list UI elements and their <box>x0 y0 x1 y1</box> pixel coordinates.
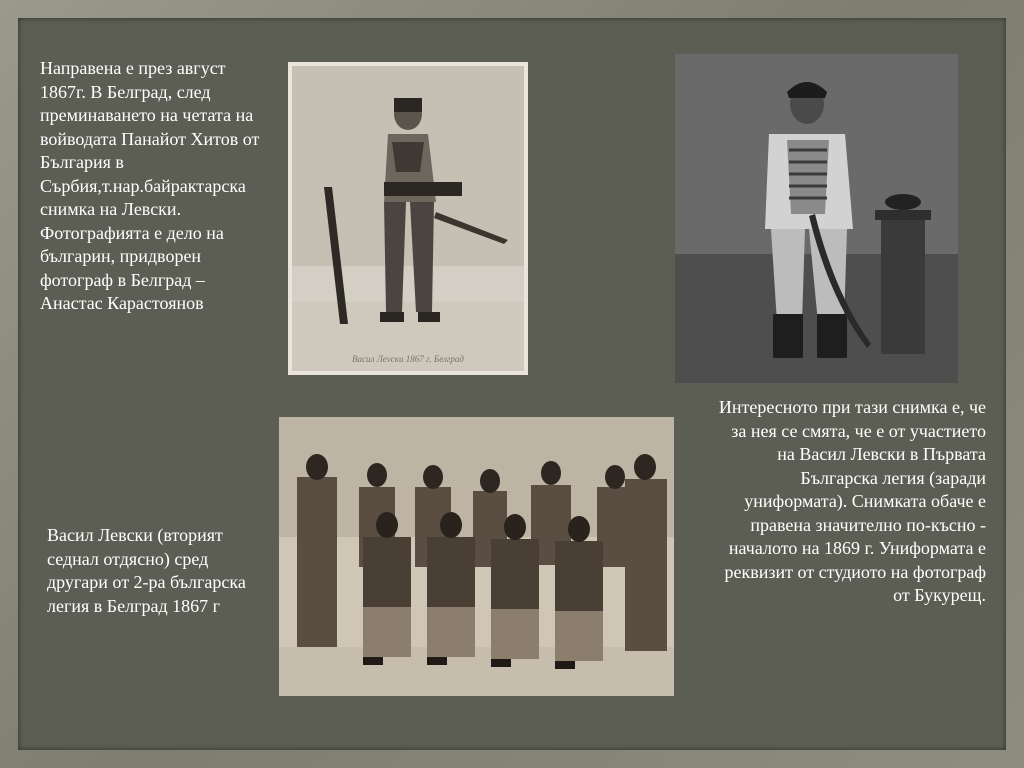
photo-legion-group <box>279 417 674 696</box>
text-right: Интересното при тази снимка е, че за нея се смята, че е от участието на Васил Левски в Първата Българска легия (заради униформата). Снимката обаче е правена значително по-късно - началото на 1869 г. Униформата е реквизит от студиото на фотограф от Букурещ. <box>718 397 986 605</box>
text-bottom-left: Васил Левски (вторият седнал отдясно) сред другари от 2-ра българска легия в Белград 1867 г <box>47 525 246 616</box>
photo-legion-uniform <box>675 54 958 383</box>
photo1-caption: Васил Леvски 1867 г. Белград <box>352 354 464 364</box>
text-top-left: Направена е през август 1867г. В Белград, след преминаването на четата на войводата Панайот Хитов от България в Сърбия,т.нар.байрактарска снимка на Левски. Фотографията е дело на българин, придворен фотограф в Белград – Анастас Карастоянов <box>40 58 260 313</box>
photo-bayraktar-levski <box>288 62 528 375</box>
